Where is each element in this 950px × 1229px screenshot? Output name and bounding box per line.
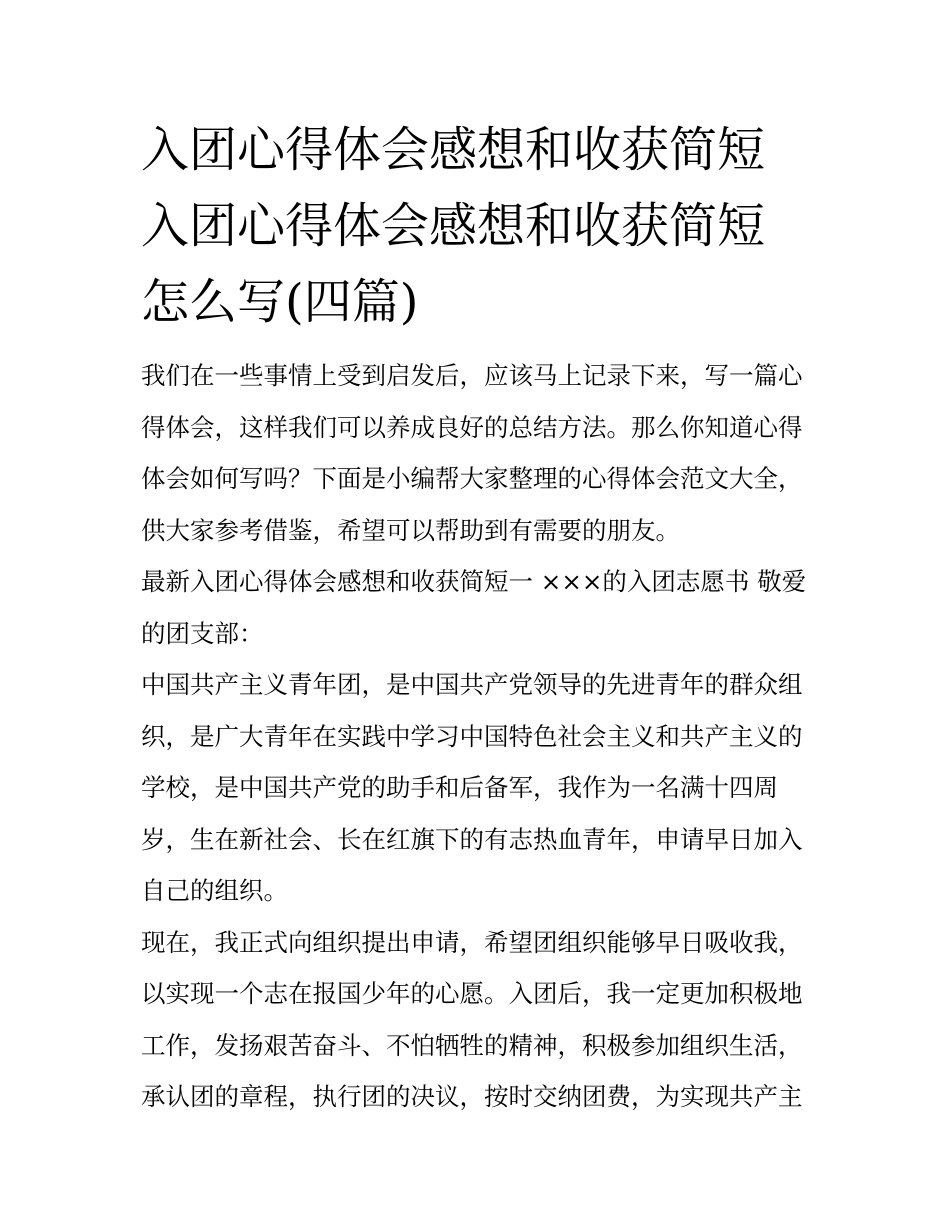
paragraph-salutation: 最新入团心得体会感想和收获简短一 ×××的入团志愿书 敬爱的团支部：	[141, 567, 807, 648]
title-line-3: 怎么写(四篇)	[141, 274, 419, 330]
title-line-2: 入团心得体会感想和收获简短	[141, 198, 766, 254]
document-title	[141, 112, 813, 340]
title-line-1: 入团心得体会感想和收获简短	[141, 122, 766, 178]
paragraph-intro: 我们在一些事情上受到启发后，应该马上记录下来，写一篇心得体会，这样我们可以养成良好的总结方法。那么你知道心得体会如何写吗？下面是小编帮大家整理的心得体会范文大全，供大家参考借鉴，希望可以帮助到有需要的朋友。	[141, 361, 803, 545]
paragraph-body-1: 中国共产主义青年团，是中国共产党领导的先进青年的群众组织，是广大青年在实践中学习中国特色社会主义和共产主义的学校，是中国共产党的助手和后备军，我作为一名满十四周岁，生在新社会、长在红旗下的有志热血青年，申请早日加入自己的组织。	[141, 670, 803, 905]
document-page	[141, 112, 813, 1123]
document-body	[141, 350, 813, 1123]
paragraph-body-2: 现在，我正式向组织提出申请，希望团组织能够早日吸收我，以实现一个志在报国少年的心愿。入团后，我一定更加积极地工作，发扬艰苦奋斗、不怕牺牲的精神，积极参加组织生活，承认团的章程，执行团的决议，按时交纳团费，为实现共产主	[141, 927, 803, 1111]
